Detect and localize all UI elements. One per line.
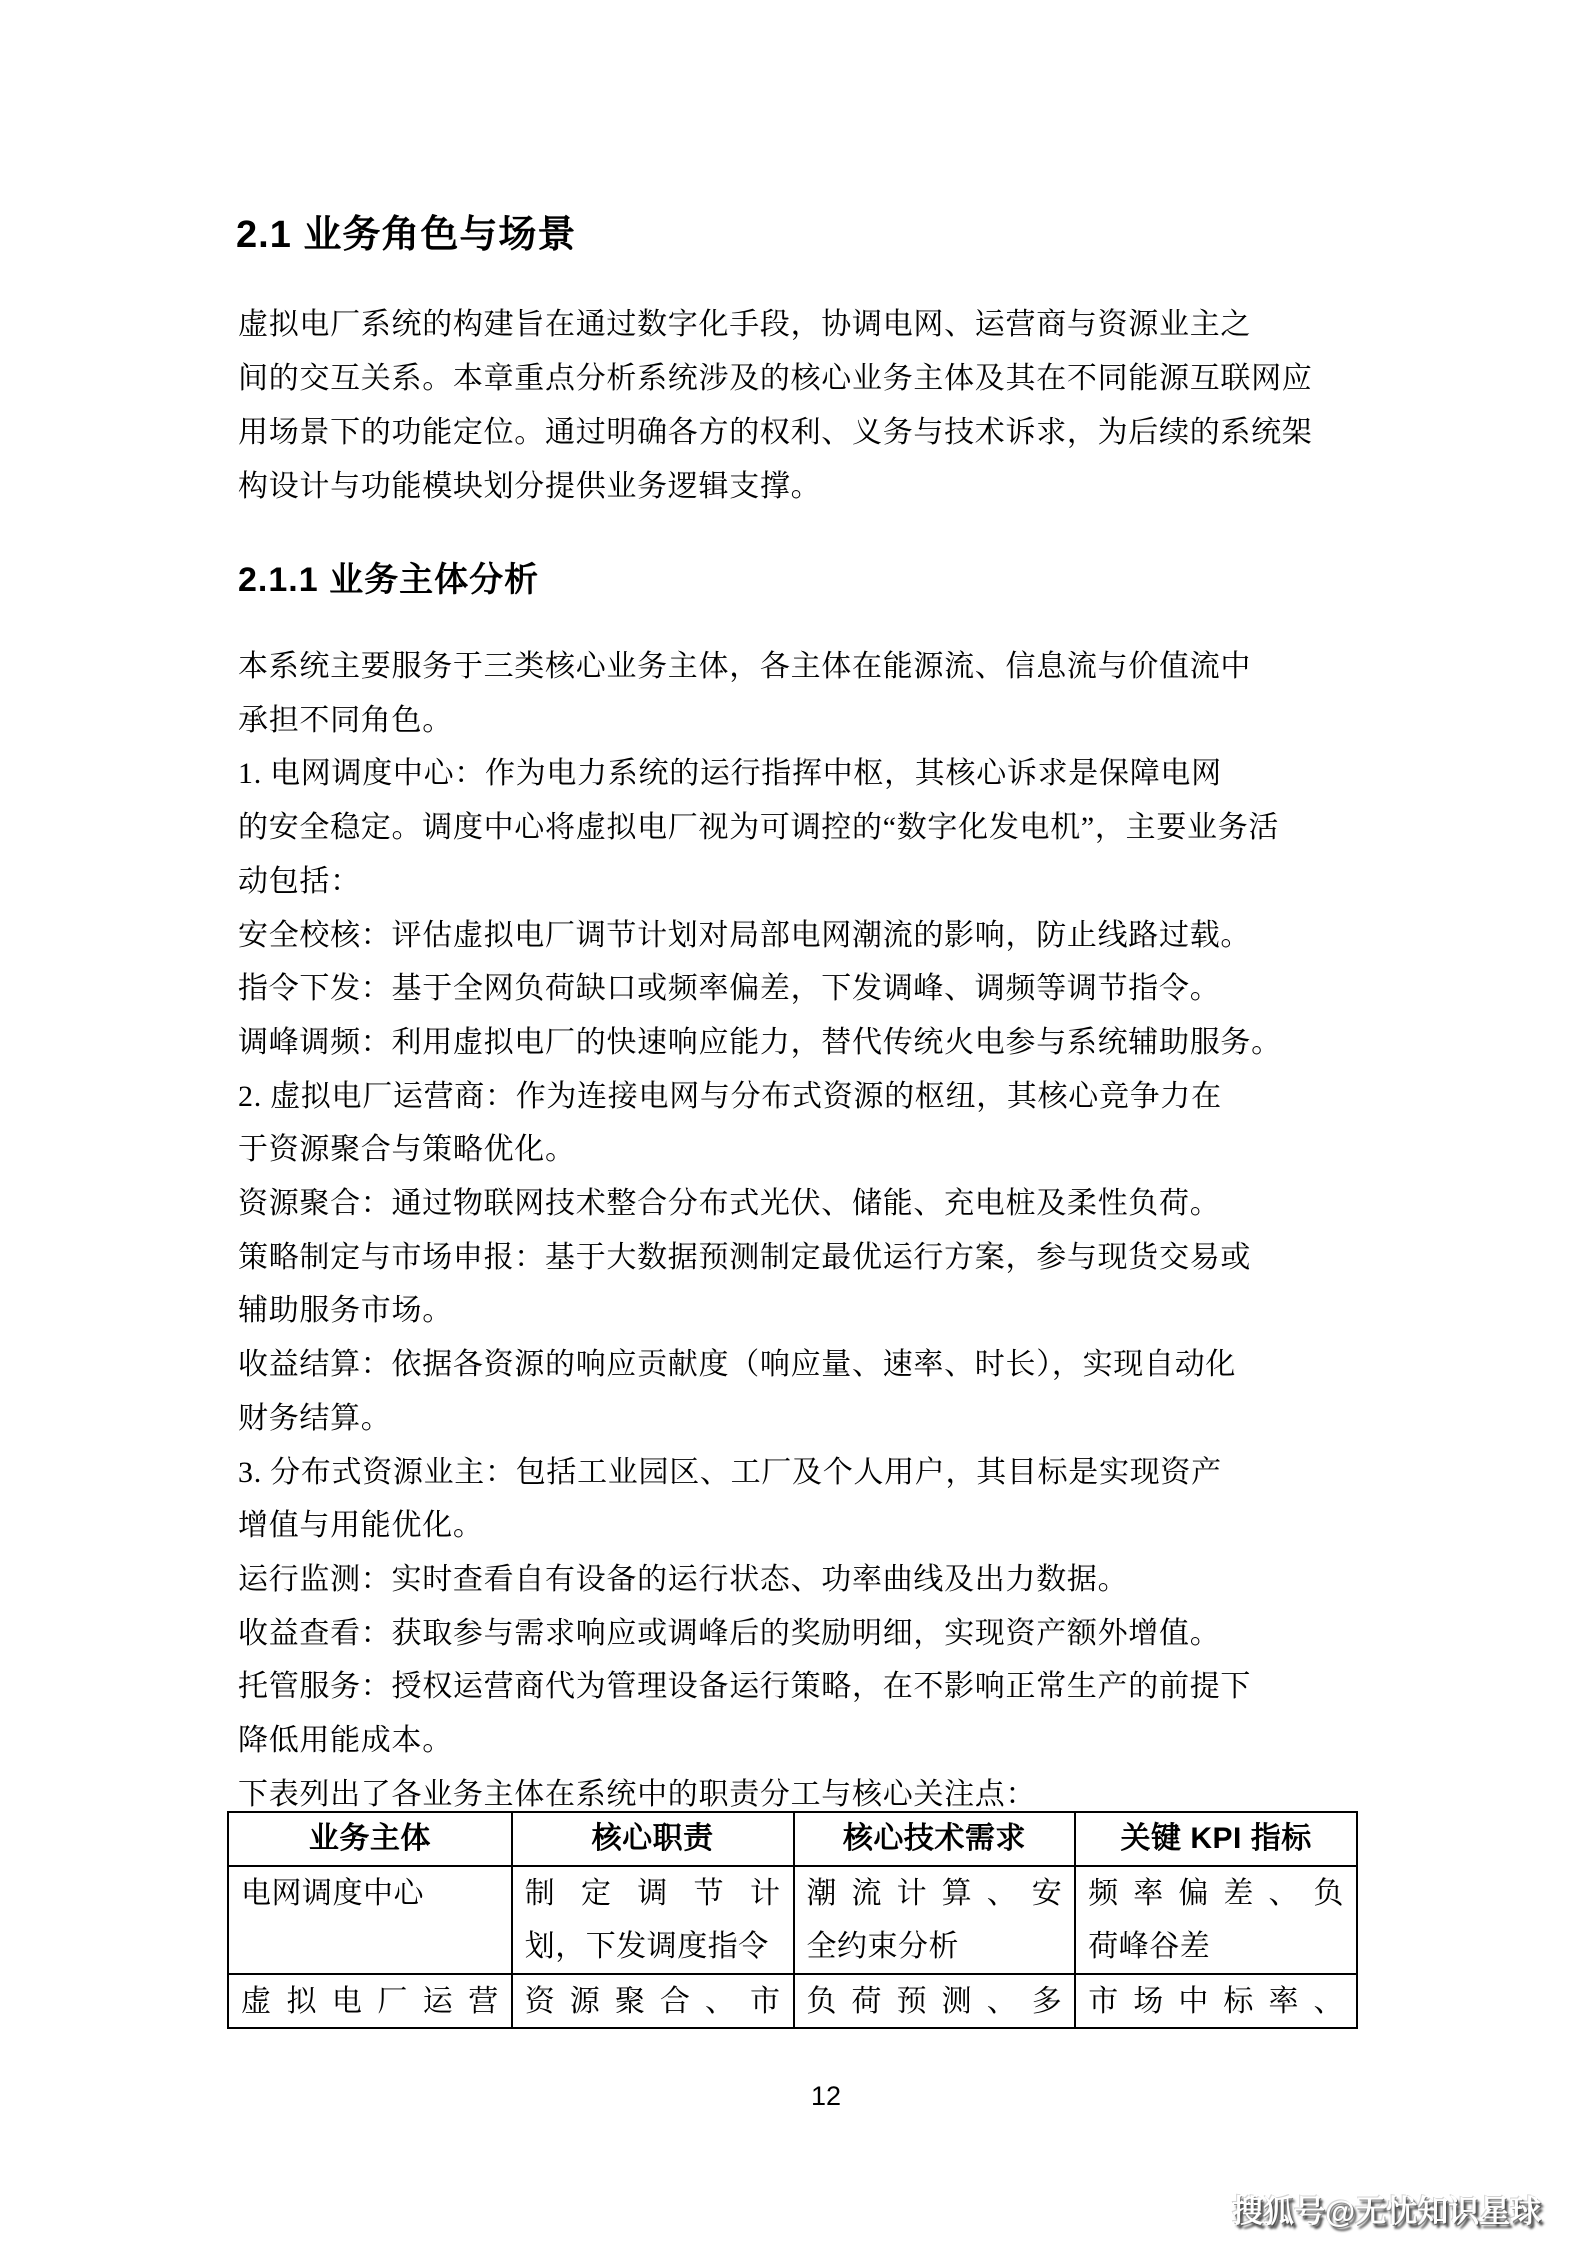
text-line: 收益结算：依据各资源的响应贡献度（响应量、速率、时长），实现自动化 <box>238 1348 1237 1382</box>
text-line: 于资源聚合与策略优化。 <box>238 1133 576 1167</box>
text-line: 安全校核：评估虚拟电厂调节计划对局部电网潮流的影响，防止线路过载。 <box>238 918 1252 952</box>
cell-line: 电网调度中心 <box>241 1877 424 1910</box>
paragraph <box>238 1553 1346 1607</box>
cell-line: 荷峰谷差 <box>1088 1930 1211 1963</box>
text-line: 动包括： <box>238 864 361 898</box>
text-line: 降低用能成本。 <box>238 1724 453 1758</box>
text-line: 构设计与功能模块划分提供业务逻辑支撑。 <box>238 470 822 503</box>
text-line: 承担不同角色。 <box>238 703 453 737</box>
roles-table <box>227 1811 1358 2029</box>
table-header-cell: 关键 KPI 指标 <box>1074 1813 1356 1865</box>
paragraph <box>238 1446 1346 1553</box>
table-cell <box>793 1867 1075 1973</box>
text-line: 的安全稳定。调度中心将虚拟电厂视为可调控的“数字化发电机”，主要业务活 <box>238 811 1280 845</box>
text-line: 3. 分布式资源业主：包括工业园区、工厂及个人用户，其目标是实现资产 <box>238 1455 1222 1489</box>
text-line: 辅助服务市场。 <box>238 1294 453 1328</box>
paragraph <box>238 747 1346 908</box>
table-cell <box>511 1975 793 2027</box>
table-cell <box>1074 1975 1356 2027</box>
cell-line: 市场中标率、 <box>1088 1985 1344 2018</box>
text-line: 间的交互关系。本章重点分析系统涉及的核心业务主体及其在不同能源互联网应 <box>238 362 1313 395</box>
table-body <box>229 1865 1356 2027</box>
table-header-row <box>229 1813 1356 1865</box>
text-line: 策略制定与市场申报：基于大数据预测制定最优运行方案，参与现货交易或 <box>238 1240 1252 1274</box>
cell-line: 负荷预测、多 <box>806 1985 1063 2018</box>
table-header-cell: 业务主体 <box>308 1822 431 1855</box>
cell-line: 全约束分析 <box>806 1930 959 1963</box>
text-line: 收益查看：获取参与需求响应或调峰后的奖励明细，实现资产额外增值。 <box>238 1616 1221 1650</box>
paragraph <box>238 909 1346 963</box>
cell-line: 划，下发调度指令 <box>524 1930 769 1963</box>
paragraph <box>238 1231 1346 1338</box>
text-line: 2. 虚拟电厂运营商：作为连接电网与分布式资源的枢纽，其核心竞争力在 <box>238 1079 1222 1113</box>
table-cell <box>229 1867 511 1973</box>
table-cell <box>793 1975 1075 2027</box>
intro-paragraph <box>238 298 1346 514</box>
text-line: 运行监测：实时查看自有设备的运行状态、功率曲线及出力数据。 <box>238 1562 1129 1596</box>
cell-line: 频率偏差、负 <box>1088 1877 1344 1910</box>
text-line: 调峰调频：利用虚拟电厂的快速响应能力，替代传统火电参与系统辅助服务。 <box>238 1025 1282 1059</box>
paragraph <box>238 1070 1346 1177</box>
table-cell <box>1074 1867 1356 1973</box>
text-line: 虚拟电厂系统的构建旨在通过数字化手段，协调电网、运营商与资源业主之 <box>238 308 1252 341</box>
cell-line: 资源聚合、市 <box>524 1985 781 2018</box>
text-line: 指令下发：基于全网负荷缺口或频率偏差，下发调峰、调频等调节指令。 <box>238 972 1221 1006</box>
text-line: 增值与用能优化。 <box>238 1509 484 1543</box>
page-number: 12 <box>810 2081 842 2111</box>
subsection-heading: 2.1.1 业务主体分析 <box>238 561 540 599</box>
table-row <box>229 1973 1356 2027</box>
section-heading: 2.1 业务角色与场景 <box>236 214 577 256</box>
body-content <box>238 640 1346 1821</box>
table-header-cell: 核心技术需求 <box>793 1813 1075 1865</box>
text-line: 用场景下的功能定位。通过明确各方的权利、义务与技术诉求，为后续的系统架 <box>238 416 1313 449</box>
table-cell <box>511 1867 793 1973</box>
cell-line: 制定调节计 <box>524 1877 781 1910</box>
paragraph <box>238 1607 1346 1661</box>
text-line: 下表列出了各业务主体在系统中的职责分工与核心关注点： <box>238 1777 1037 1811</box>
table-cell <box>229 1975 511 2027</box>
text-line: 1. 电网调度中心：作为电力系统的运行指挥中枢，其核心诉求是保障电网 <box>238 757 1222 791</box>
paragraph <box>238 640 1346 747</box>
paragraph <box>238 1016 1346 1070</box>
watermark: 搜狐号@无忧知识星球 <box>1232 2194 1542 2229</box>
text-line: 本系统主要服务于三类核心业务主体，各主体在能源流、信息流与价值流中 <box>238 650 1252 683</box>
paragraph <box>238 1660 1346 1767</box>
text-line: 资源聚合：通过物联网技术整合分布式光伏、储能、充电桩及柔性负荷。 <box>238 1187 1221 1221</box>
paragraph <box>238 962 1346 1016</box>
text-line: 财务结算。 <box>238 1401 392 1435</box>
cell-line: 潮流计算、安 <box>806 1877 1063 1910</box>
cell-line: 虚拟电厂运营 <box>241 1985 499 2018</box>
table-row <box>229 1865 1356 1973</box>
paragraph <box>238 1177 1346 1231</box>
text-line: 托管服务：授权运营商代为管理设备运行策略，在不影响正常生产的前提下 <box>238 1670 1252 1704</box>
table-header-cell: 核心职责 <box>511 1813 793 1865</box>
paragraph <box>238 1338 1346 1445</box>
